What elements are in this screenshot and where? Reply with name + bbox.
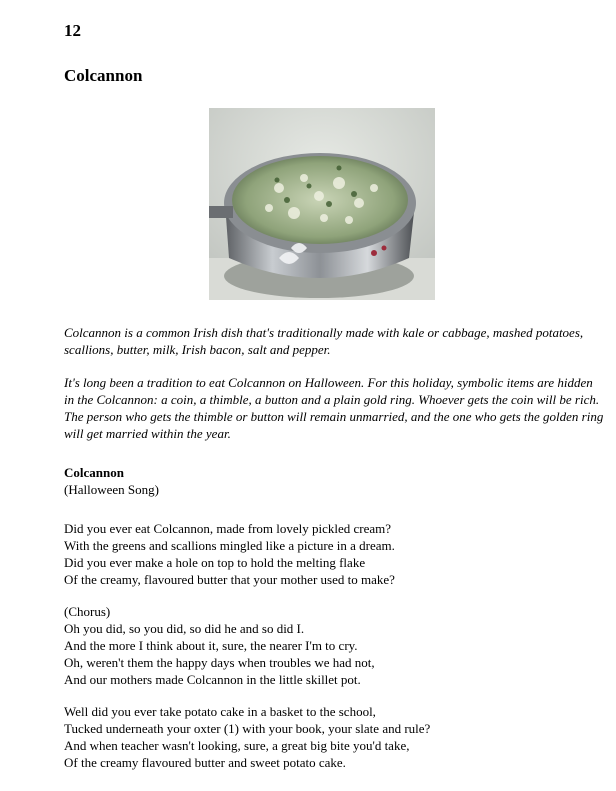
verse-line: Well did you ever take potato cake in a basket to the school,: [64, 704, 376, 719]
verse-line: Tucked underneath your oxter (1) with your book, your slate and rule?: [64, 721, 431, 736]
chorus-line: And our mothers made Colcannon in the little skillet pot.: [64, 672, 361, 687]
song-heading: Colcannon: [64, 465, 124, 480]
chorus-line: Oh you did, so you did, so did he and so did I.: [64, 621, 305, 636]
intro-paragraph-1: Colcannon is a common Irish dish that's traditionally made with kale or cabbage, mashed potatoes, scallions, butter, milk, Irish bacon, salt and pepper.: [64, 325, 584, 357]
colcannon-photo: [209, 108, 435, 300]
verse-1: [64, 520, 594, 588]
verse-line: Of the creamy, flavoured butter that your mother used to make?: [64, 572, 395, 587]
verse-2: [64, 703, 594, 771]
verse-line: And when teacher wasn't looking, sure, a great big bite you'd take,: [64, 738, 410, 753]
page-number: 12: [64, 21, 81, 40]
verse-line: With the greens and scallions mingled like a picture in a dream.: [64, 538, 395, 553]
intro-paragraph-2: It's long been a tradition to eat Colcannon on Halloween. For this holiday, symbolic items are hidden in the Colcannon: a coin, a thimble, a button and a plain gold ring. Whoever gets the coin will be rich. The person who gets the thimble or button will remain unmarried, and the one who gets the golden ring will get married within the year.: [64, 375, 604, 441]
verse-line: Of the creamy flavoured butter and sweet potato cake.: [64, 755, 346, 770]
chorus: [64, 603, 594, 688]
song-subtitle: (Halloween Song): [64, 482, 159, 497]
page-title: Colcannon: [64, 66, 143, 85]
chorus-line: And the more I think about it, sure, the nearer I'm to cry.: [64, 638, 358, 653]
verse-line: Did you ever make a hole on top to hold the melting flake: [64, 555, 366, 570]
chorus-label: (Chorus): [64, 604, 111, 619]
verse-line: Did you ever eat Colcannon, made from lovely pickled cream?: [64, 521, 392, 536]
chorus-line: Oh, weren't them the happy days when troubles we had not,: [64, 655, 375, 670]
